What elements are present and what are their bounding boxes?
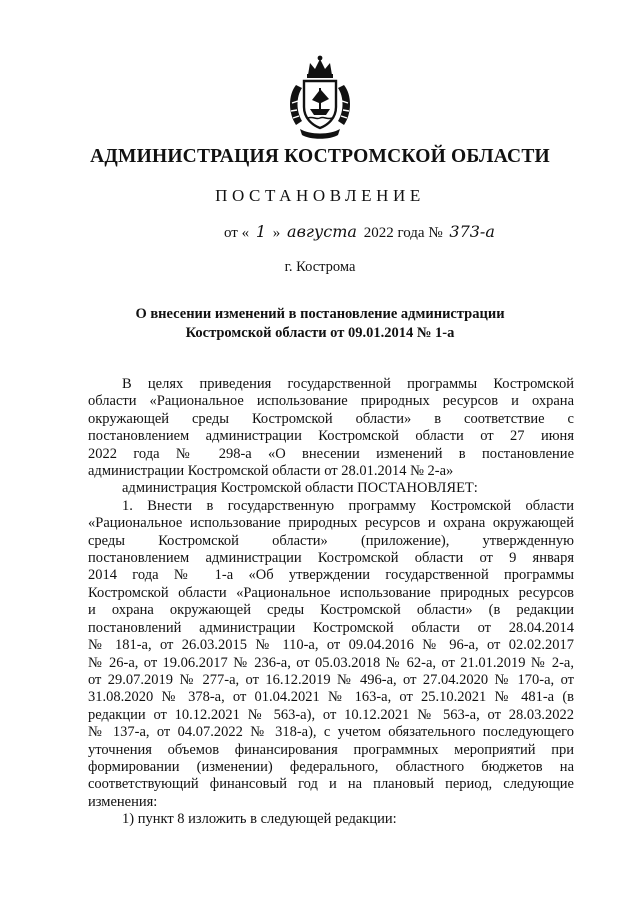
body-line: от 29.07.2019 № 277-а, от 16.12.2019 № 496-а, от 27.04.2020 № 170-а, от — [88, 671, 574, 688]
body-line: и охрана окружающей среды Костромской области» (в редакции — [88, 602, 574, 619]
subject-line: О внесении изменений в постановление администрации — [135, 306, 505, 322]
body-line: постановлением администрации Костромской области от 9 января — [88, 550, 574, 567]
body-line: В целях приведения государственной программы Костромской — [122, 376, 574, 392]
date-separator: » — [272, 225, 281, 241]
document-date-line — [224, 222, 498, 242]
body-line: среды Костромской области» (приложение), утвержденную — [88, 532, 574, 549]
body-line: уточнения объемов финансирования программных мероприятий при — [88, 741, 574, 758]
body-line: № 181-а, от 26.03.2015 № 110-а, от 09.04.2016 № 96-а, от 02.02.2017 — [88, 637, 574, 654]
body-line: формировании (изменении) федерального, областного бюджетов на — [88, 758, 574, 775]
body-line: постановлений администрации Костромской области от 28.04.2014 — [88, 619, 574, 636]
body-line: 31.08.2020 № 378-а, от 01.04.2021 № 163-а, от 25.10.2021 № 481-а (в — [88, 689, 574, 706]
body-line: 1) пункт 8 изложить в следующей редакции: — [122, 811, 397, 828]
body-line: области «Рациональное использование природных ресурсов и охрана — [88, 393, 574, 410]
document-number: 373-а — [449, 222, 495, 241]
city: г. Кострома — [284, 259, 356, 275]
organization-title: АДМИНИСТРАЦИЯ КОСТРОМСКОЙ ОБЛАСТИ — [90, 146, 550, 167]
body-line: «Рациональное использование природных ресурсов и охрана окружающей — [88, 515, 574, 532]
subject-line: Костромской области от 09.01.2014 № 1-а — [185, 325, 455, 341]
document-type: ПОСТАНОВЛЕНИЕ — [215, 186, 425, 205]
date-day: 1 — [255, 222, 267, 241]
body-line: редакции от 10.12.2021 № 563-а), от 10.12.2021 № 563-а, от 28.03.2022 — [88, 706, 574, 723]
body-line: администрация Костромской области ПОСТАНОВЛЯЕТ: — [122, 480, 478, 497]
body-line: соответствующий финансовый год и на плановый период, следующие — [88, 776, 574, 793]
body-line: изменения: — [88, 793, 158, 810]
document-subject — [0, 305, 640, 343]
body-line: 2022 года № 298-а «О внесении изменений в постановление — [88, 445, 574, 462]
body-line: окружающей среды Костромской области» в соответствие с — [88, 410, 574, 427]
date-month: августа — [287, 222, 357, 241]
body-line: Костромской области «Рациональное использование природных ресурсов — [88, 584, 574, 601]
body-line: постановлением администрации Костромской области от 27 июня — [88, 428, 574, 445]
date-year: 2022 года № — [363, 225, 443, 241]
body-line: 1. Внести в государственную программу Костромской области — [122, 497, 574, 514]
coat-of-arms-icon — [286, 55, 354, 141]
body-line: № 26-а, от 19.06.2017 № 236-а, от 05.03.2018 № 62-а, от 21.01.2019 № 2-а, — [88, 654, 574, 671]
body-line: администрации Костромской области от 28.01.2014 № 2-а» — [88, 463, 454, 480]
body-line: № 137-а, от 04.07.2022 № 318-а), с учетом обязательного последующего — [88, 724, 574, 741]
document-body — [88, 376, 574, 829]
body-line: 2014 года № 1-а «Об утверждении государственной программы — [88, 567, 574, 584]
date-prefix: от « — [224, 225, 250, 241]
